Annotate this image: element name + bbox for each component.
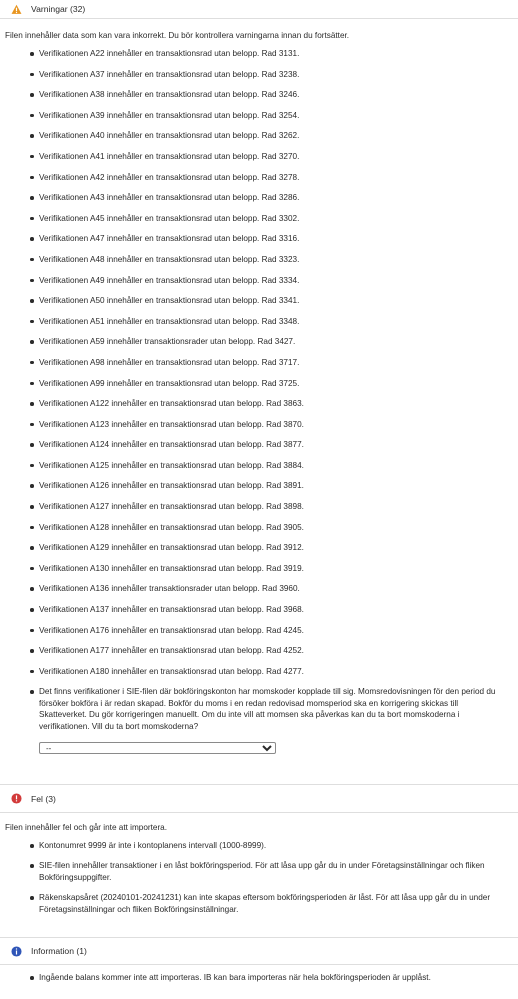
errors-section bbox=[0, 784, 518, 915]
warning-item: Verifikationen A98 innehåller en transaktionsrad utan belopp. Rad 3717. bbox=[0, 357, 518, 368]
warning-item: Verifikationen A127 innehåller en transaktionsrad utan belopp. Rad 3898. bbox=[0, 501, 518, 512]
warning-item: Verifikationen A22 innehåller en transaktionsrad utan belopp. Rad 3131. bbox=[0, 48, 518, 59]
warning-item: Verifikationen A128 innehåller en transaktionsrad utan belopp. Rad 3905. bbox=[0, 522, 518, 533]
warning-item: Verifikationen A49 innehåller en transaktionsrad utan belopp. Rad 3334. bbox=[0, 275, 518, 286]
warnings-title: Varningar (32) bbox=[31, 4, 86, 14]
warnings-list bbox=[0, 48, 518, 732]
warning-item: Verifikationen A124 innehåller en transaktionsrad utan belopp. Rad 3877. bbox=[0, 439, 518, 450]
warnings-intro: Filen innehåller data som kan vara inkorrekt. Du bör kontrollera varningarna innan du fortsätter. bbox=[5, 31, 350, 40]
warning-item: Verifikationen A41 innehåller en transaktionsrad utan belopp. Rad 3270. bbox=[0, 151, 518, 162]
warning-item: Verifikationen A123 innehåller en transaktionsrad utan belopp. Rad 3870. bbox=[0, 419, 518, 430]
information-item: Ingående balans kommer inte att importeras. IB kan bara importeras när hela bokföringsperioden är upplåst. bbox=[0, 972, 518, 983]
warning-item: Verifikationen A48 innehåller en transaktionsrad utan belopp. Rad 3323. bbox=[0, 254, 518, 265]
warning-item: Verifikationen A125 innehåller en transaktionsrad utan belopp. Rad 3884. bbox=[0, 460, 518, 471]
warning-item: Verifikationen A59 innehåller transaktionsrader utan belopp. Rad 3427. bbox=[0, 336, 518, 347]
warnings-header bbox=[0, 0, 518, 19]
warning-item: Verifikationen A51 innehåller en transaktionsrad utan belopp. Rad 3348. bbox=[0, 316, 518, 327]
error-circle-icon bbox=[11, 793, 22, 804]
information-list bbox=[0, 972, 518, 983]
warning-item-vat-codes: Det finns verifikationer i SIE-filen där bokföringskonton har momskoder kopplade till sig. Momsredovisningen för den period du försöker bokföra i är redan skapad. Bokför du moms i en redan redovisad momsperiod ska en korrigering skickas till Skatteverket. Du gör korrigeringen manuellt. Om du inte vill att momsen ska påverkas kan du ta bort momskoderna i verifikationen. Vill du ta bort momskoderna? bbox=[0, 686, 518, 732]
errors-list bbox=[0, 840, 518, 915]
warning-item: Verifikationen A40 innehåller en transaktionsrad utan belopp. Rad 3262. bbox=[0, 130, 518, 141]
info-circle-icon bbox=[11, 946, 22, 957]
errors-header bbox=[0, 784, 518, 813]
warning-item: Verifikationen A47 innehåller en transaktionsrad utan belopp. Rad 3316. bbox=[0, 233, 518, 244]
warning-item: Verifikationen A122 innehåller en transaktionsrad utan belopp. Rad 3863. bbox=[0, 398, 518, 409]
information-title: Information (1) bbox=[31, 946, 87, 957]
information-section bbox=[0, 937, 518, 983]
error-item: Kontonumret 9999 är inte i kontoplanens intervall (1000-8999). bbox=[0, 840, 518, 851]
errors-intro: Filen innehåller fel och går inte att importera. bbox=[5, 823, 168, 833]
warning-item: Verifikationen A39 innehåller en transaktionsrad utan belopp. Rad 3254. bbox=[0, 110, 518, 121]
warning-item: Verifikationen A126 innehåller en transaktionsrad utan belopp. Rad 3891. bbox=[0, 480, 518, 491]
remove-vat-codes-select[interactable] bbox=[39, 742, 276, 754]
warning-item: Verifikationen A129 innehåller en transaktionsrad utan belopp. Rad 3912. bbox=[0, 542, 518, 553]
warning-item: Verifikationen A130 innehåller en transaktionsrad utan belopp. Rad 3919. bbox=[0, 563, 518, 574]
warning-item: Verifikationen A42 innehåller en transaktionsrad utan belopp. Rad 3278. bbox=[0, 172, 518, 183]
warning-item: Verifikationen A43 innehåller en transaktionsrad utan belopp. Rad 3286. bbox=[0, 192, 518, 203]
warning-item: Verifikationen A99 innehåller en transaktionsrad utan belopp. Rad 3725. bbox=[0, 378, 518, 389]
warning-item: Verifikationen A176 innehåller en transaktionsrad utan belopp. Rad 4245. bbox=[0, 625, 518, 636]
error-item: Räkenskapsåret (20240101-20241231) kan inte skapas eftersom bokföringsperioden är låst. För att låsa upp går du in under Företagsinställningar och fliken Bokföringsinställningar. bbox=[0, 892, 518, 915]
warning-item: Verifikationen A50 innehåller en transaktionsrad utan belopp. Rad 3341. bbox=[0, 295, 518, 306]
warning-item: Verifikationen A137 innehåller en transaktionsrad utan belopp. Rad 3968. bbox=[0, 604, 518, 615]
information-header bbox=[0, 937, 518, 965]
warning-item: Verifikationen A136 innehåller transaktionsrader utan belopp. Rad 3960. bbox=[0, 583, 518, 594]
vat-codes-select-wrap bbox=[0, 742, 518, 754]
error-item: SIE-filen innehåller transaktioner i en låst bokföringsperiod. För att låsa upp går du in under Företagsinställningar och fliken Bokföringsuppgifter. bbox=[0, 860, 518, 883]
warning-item: Verifikationen A177 innehåller en transaktionsrad utan belopp. Rad 4252. bbox=[0, 645, 518, 656]
errors-title: Fel (3) bbox=[31, 793, 56, 804]
warning-item: Verifikationen A180 innehåller en transaktionsrad utan belopp. Rad 4277. bbox=[0, 666, 518, 677]
warning-item: Verifikationen A38 innehåller en transaktionsrad utan belopp. Rad 3246. bbox=[0, 89, 518, 100]
warning-item: Verifikationen A45 innehåller en transaktionsrad utan belopp. Rad 3302. bbox=[0, 213, 518, 224]
warning-item: Verifikationen A37 innehåller en transaktionsrad utan belopp. Rad 3238. bbox=[0, 69, 518, 80]
warning-triangle-icon bbox=[11, 4, 22, 15]
